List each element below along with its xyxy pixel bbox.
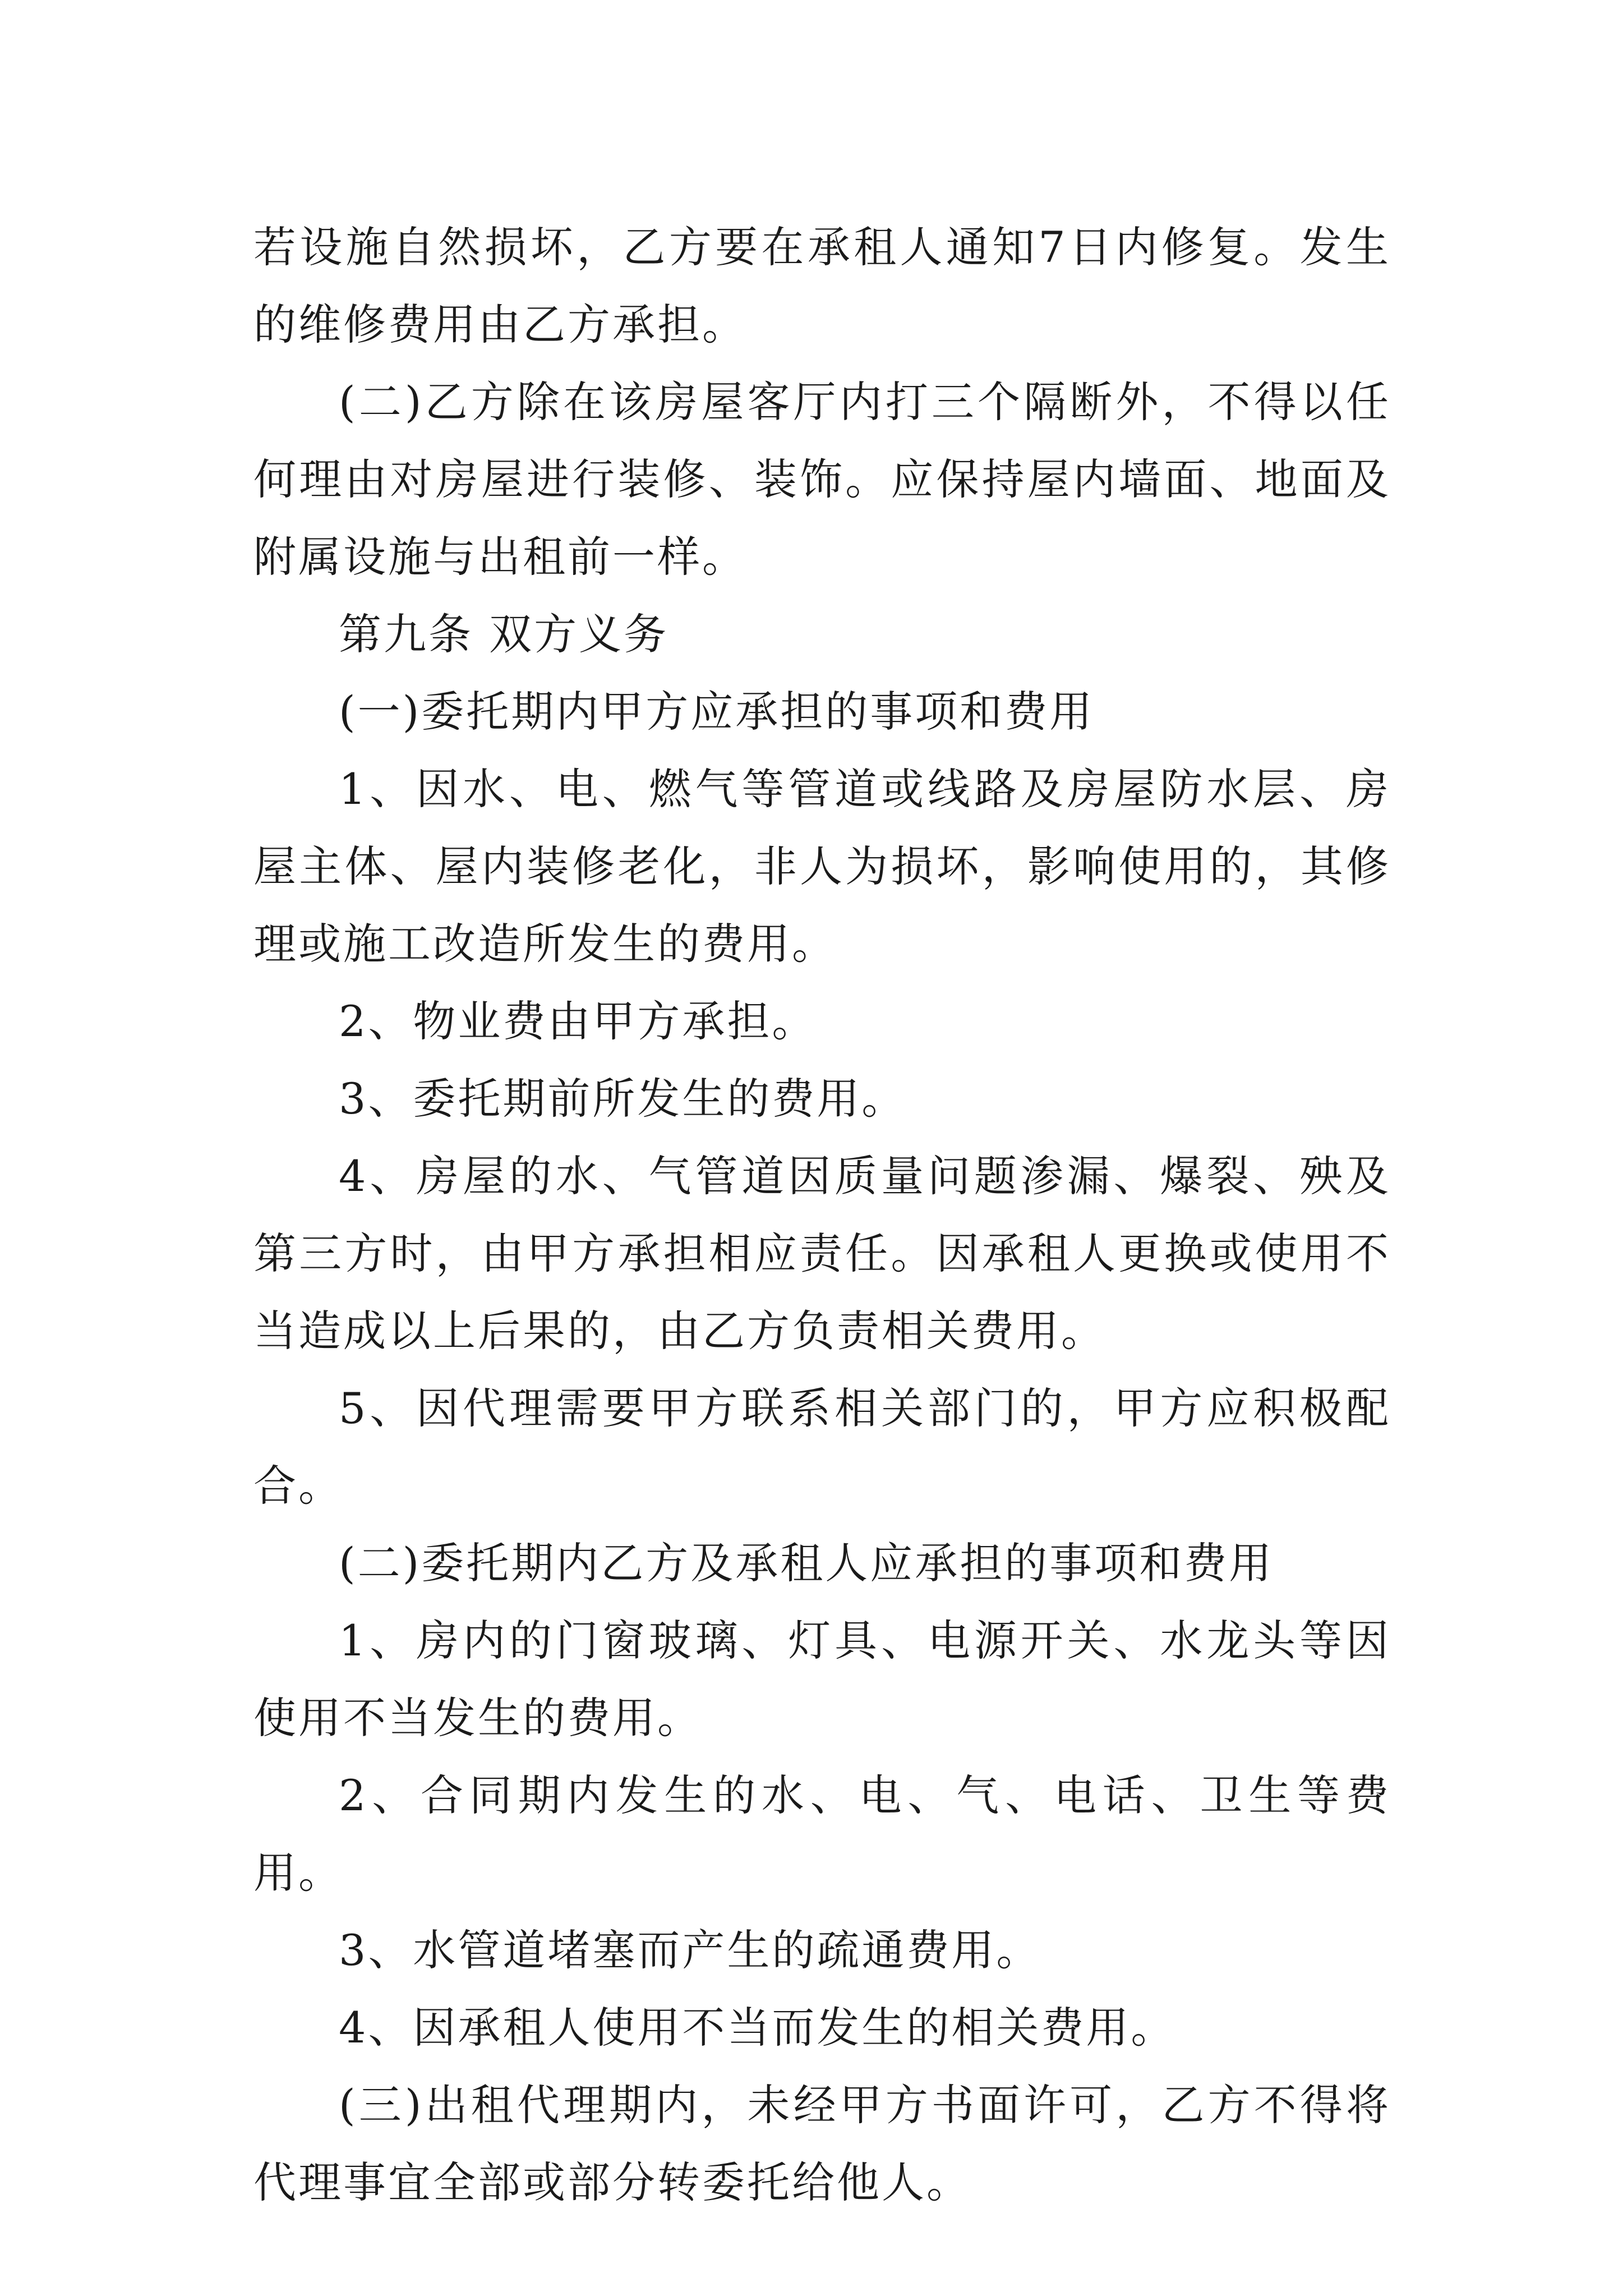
list-item-b-2: 2、合同期内发生的水、电、气、电话、卫生等费用。 xyxy=(253,1770,1391,1898)
list-item-a-1: 1、因水、电、燃气等管道或线路及房屋防水层、房屋主体、屋内装修老化，非人为损坏，影响使用的，其修理或施工改造所发生的费用。 xyxy=(253,764,1391,969)
list-item-b-3: 3、水管道堵塞而产生的疏通费用。 xyxy=(339,1925,1041,1975)
document-body xyxy=(253,209,1391,2221)
paragraph-facility-repair: 若设施自然损坏，乙方要在承租人通知7日内修复。发生的维修费用由乙方承担。 xyxy=(253,222,1391,349)
list-item-a-4: 4、房屋的水、气管道因质量问题渗漏、爆裂、殃及第三方时，由甲方承担相应责任。因承租人更换或使用不当造成以上后果的，由乙方负责相关费用。 xyxy=(253,1151,1391,1356)
section-party-b-obligations: (二)委托期内乙方及承租人应承担的事项和费用 xyxy=(339,1538,1274,1588)
list-item-a-5: 5、因代理需要甲方联系相关部门的，甲方应积极配合。 xyxy=(253,1383,1391,1511)
section-no-subdelegation: (三)出租代理期内，未经甲方书面许可，乙方不得将代理事宜全部或部分转委托给他人。 xyxy=(253,2080,1391,2207)
list-item-b-4: 4、因承租人使用不当而发生的相关费用。 xyxy=(339,2003,1176,2053)
list-item-b-1: 1、房内的门窗玻璃、灯具、电源开关、水龙头等因使用不当发生的费用。 xyxy=(253,1616,1391,1743)
article-nine-heading: 第九条 双方义务 xyxy=(339,609,669,659)
list-item-a-2: 2、物业费由甲方承担。 xyxy=(339,996,817,1046)
section-party-a-obligations: (一)委托期内甲方应承担的事项和费用 xyxy=(339,687,1095,737)
list-item-a-3: 3、委托期前所发生的费用。 xyxy=(339,1074,907,1124)
paragraph-no-renovation: (二)乙方除在该房屋客厅内打三个隔断外，不得以任何理由对房屋进行装修、装饰。应保持屋内墙面、地面及附属设施与出租前一样。 xyxy=(253,377,1391,582)
